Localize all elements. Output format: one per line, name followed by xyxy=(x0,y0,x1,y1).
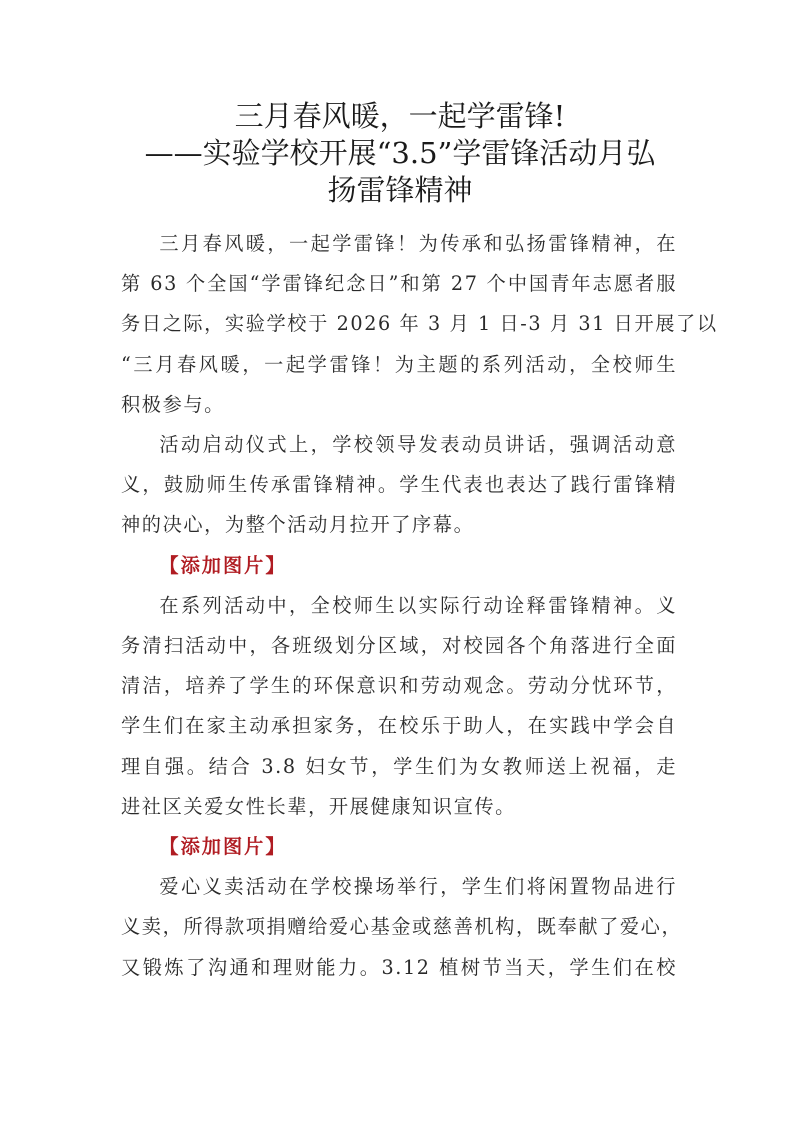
title-line-1: 三月春风暖，一起学雷锋! xyxy=(234,99,566,133)
paragraph-launch-ceremony xyxy=(121,425,677,546)
text-line: “三月春风暖，一起学雷锋！为主题的系列活动，全校师生 xyxy=(121,352,677,376)
add-image-placeholder: 【添加图片】 xyxy=(159,553,287,577)
title-line-3: 扬雷锋精神 xyxy=(327,173,473,207)
text-line: 理自强。结合 3.8 妇女节，学生们为女教师送上祝福，走 xyxy=(121,754,677,778)
text-line: 学生们在家主动承担家务，在校乐于助人，在实践中学会自 xyxy=(121,714,677,738)
article-title xyxy=(100,98,700,209)
text-line: 在系列活动中，全校师生以实际行动诠释雷锋精神。义 xyxy=(159,593,677,617)
text-line: 务日之际，实验学校于 2026 年 3 月 1 日-3 月 31 日开展了以 xyxy=(121,312,718,336)
paragraph-series-activities xyxy=(121,586,677,827)
text-line: 第 63 个全国“学雷锋纪念日”和第 27 个中国青年志愿者服 xyxy=(121,272,677,296)
text-line: 义卖，所得款项捐赠给爱心基金或慈善机构，既奉献了爱心， xyxy=(121,915,683,939)
text-line: 进社区关爱女性长辈，开展健康知识宣传。 xyxy=(121,794,516,818)
text-line: 又锻炼了沟通和理财能力。3.12 植树节当天，学生们在校 xyxy=(121,955,677,979)
text-line: 活动启动仪式上，学校领导发表动员讲话，强调活动意 xyxy=(159,433,677,457)
add-image-placeholder: 【添加图片】 xyxy=(159,835,287,859)
title-line-2: ——实验学校开展“3.5”学雷锋活动月弘 xyxy=(144,136,656,170)
text-line: 三月春风暖，一起学雷锋！为传承和弘扬雷锋精神，在 xyxy=(159,232,677,255)
text-line: 神的决心，为整个活动月拉开了序幕。 xyxy=(121,513,475,537)
article-body xyxy=(121,224,718,988)
text-line: 义，鼓励师生传承雷锋精神。学生代表也表达了践行雷锋精 xyxy=(121,473,677,497)
paragraph-intro xyxy=(121,224,718,425)
paragraph-charity-sale xyxy=(121,867,683,988)
text-line: 务清扫活动中，各班级划分区域，对校园各个角落进行全面 xyxy=(121,634,677,658)
text-line: 清洁，培养了学生的环保意识和劳动观念。劳动分忧环节， xyxy=(121,674,677,698)
text-line: 爱心义卖活动在学校操场举行，学生们将闲置物品进行 xyxy=(159,875,677,899)
text-line: 积极参与。 xyxy=(121,392,225,416)
